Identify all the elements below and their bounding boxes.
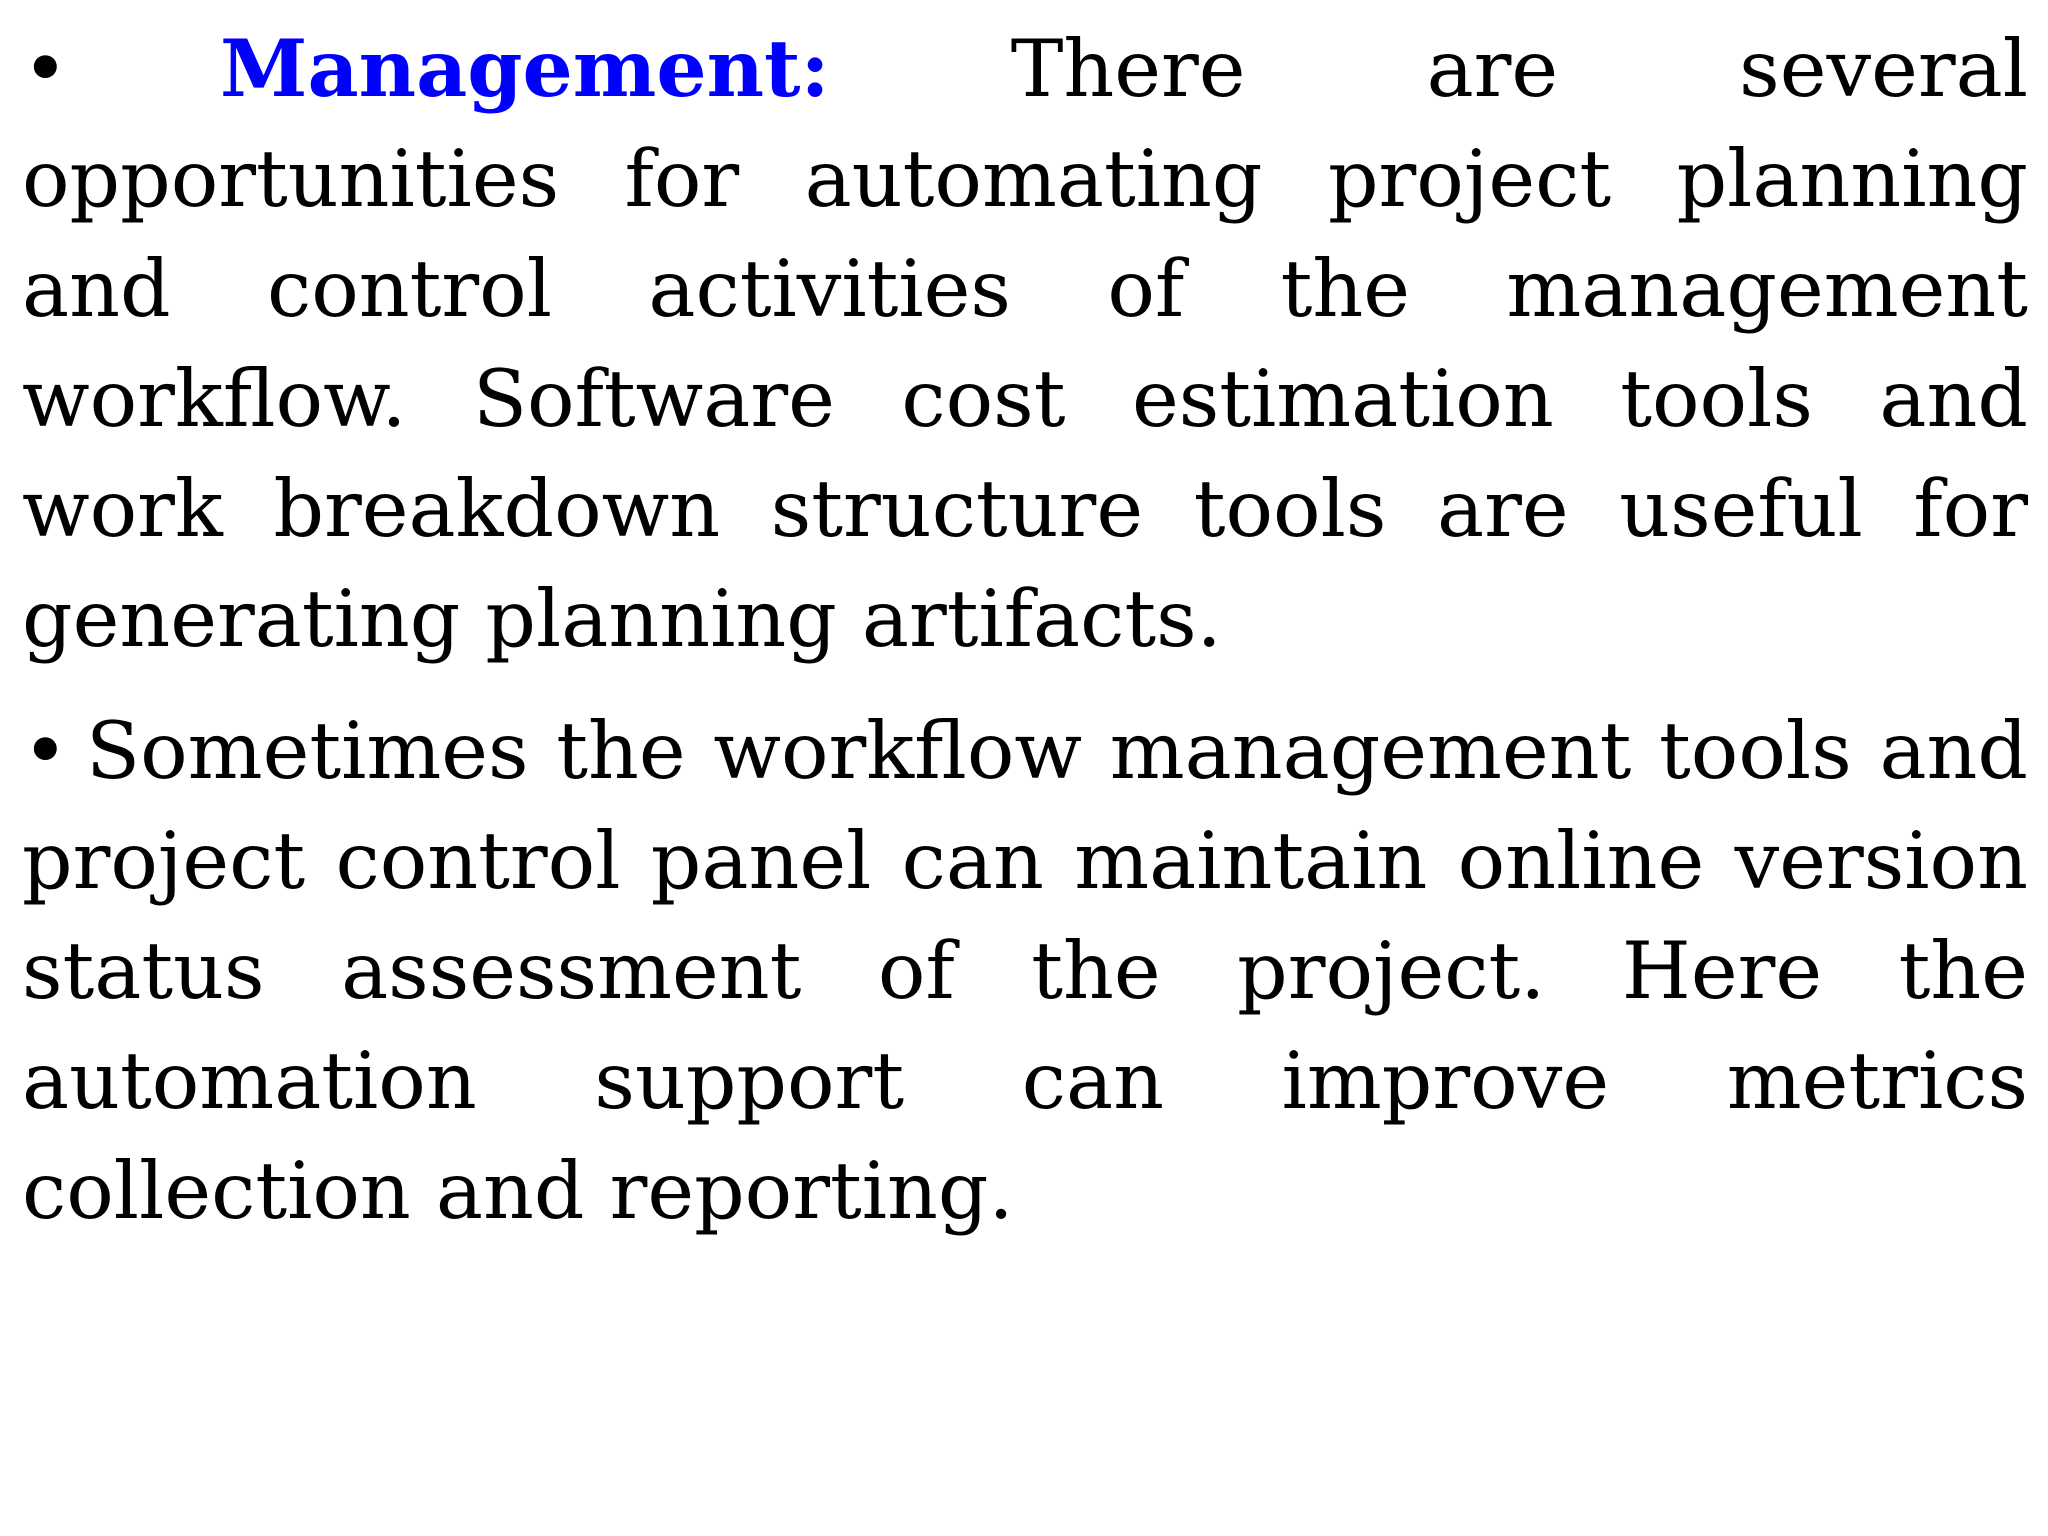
workflow-tools-description: Sometimes the workflow management tools and project control panel can maintain online version status assessment of the project. Here the automation support can improve metrics collection and reporting. bbox=[22, 705, 2028, 1237]
slide-body bbox=[22, 14, 2028, 1246]
bullet-workflow-tools bbox=[22, 696, 2028, 1246]
bullet-management bbox=[22, 14, 2028, 674]
management-description: There are several opportunities for automating project planning and control activities of the management workflow. Software cost estimation tools and work breakdown structure tools are useful for generating planning artifacts. bbox=[22, 23, 2028, 665]
bullet-dot-icon: • bbox=[22, 705, 69, 797]
bullet-dot-icon: • bbox=[22, 23, 69, 115]
management-keyword: Management: bbox=[220, 22, 830, 115]
